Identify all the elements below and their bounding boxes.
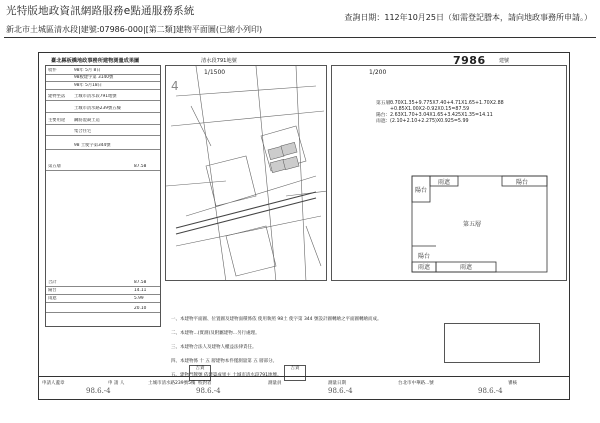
info-value: 集合住宅 bbox=[74, 129, 92, 134]
stamp-1: 吉貴 bbox=[189, 365, 211, 381]
info-label: 雨遮 bbox=[48, 296, 57, 301]
info-value: 87.58 bbox=[134, 280, 147, 285]
bottom-label: 校對者 bbox=[198, 381, 212, 386]
floor-label-6: 陽台 bbox=[417, 253, 431, 260]
info-value: 鋼筋混凝土造 bbox=[74, 118, 100, 123]
formula-key: 陽台： bbox=[376, 113, 391, 118]
info-label: 建物坐落 bbox=[48, 94, 66, 99]
page-header-title: 光特版地政資訊網路服務e點通服務系統 bbox=[6, 5, 195, 17]
info-value: 87.58 bbox=[134, 164, 147, 169]
office-title: 臺北縣板橋地政事務所建物測量成果圖 bbox=[51, 58, 140, 64]
formula-value: 0.70X1.35+9.775X7.40+4.71X1.65+1.70X2.88 bbox=[390, 101, 504, 106]
info-row bbox=[46, 280, 160, 287]
info-row bbox=[46, 83, 160, 90]
formula-key: 雨遮： bbox=[376, 119, 391, 124]
info-value: 土城市清水段791地號 bbox=[74, 94, 117, 99]
note-line: 二、本建物...(實測)及附屬建物...另行處理。 bbox=[171, 331, 260, 336]
map-drawing bbox=[166, 66, 327, 281]
floor-plan-area bbox=[331, 65, 567, 281]
floor-label-3: 陽台 bbox=[515, 179, 529, 186]
info-value: 98年 5月18日 bbox=[74, 83, 102, 88]
left-info-column bbox=[45, 65, 161, 327]
handwritten-date: 98.6.-4 bbox=[196, 387, 221, 395]
info-value: 5.99 bbox=[134, 296, 144, 301]
handwritten-date: 98.6.-4 bbox=[328, 387, 353, 395]
info-row bbox=[46, 94, 160, 101]
handwritten-date: 98.6.-4 bbox=[86, 387, 111, 395]
info-row bbox=[46, 75, 160, 82]
stamp-2: 吉貴 bbox=[284, 365, 306, 381]
info-label: 合計 bbox=[48, 280, 57, 285]
info-label: 收件 bbox=[48, 68, 57, 73]
building-number: 7986 bbox=[453, 54, 486, 67]
info-row bbox=[46, 68, 160, 75]
header-divider bbox=[4, 37, 596, 38]
formula-line bbox=[376, 119, 504, 125]
info-value: 98 土使字第344號 bbox=[74, 143, 111, 148]
note-line: 五、建物門牌號 依建築成果主 土城市清水段791地號。 bbox=[171, 373, 282, 378]
floor-label-2: 陽台 bbox=[414, 187, 428, 194]
floor-label-5: 雨遮 bbox=[459, 264, 473, 271]
info-value: 14.11 bbox=[134, 288, 147, 293]
formula-value: +0.85X1.00X2-0.92X0.15=87.59 bbox=[390, 107, 470, 112]
info-label: 主要用途 bbox=[48, 118, 66, 123]
formula-value: (2.10+2.10+2.275)X0.925=5.99 bbox=[390, 119, 469, 124]
formula-key: 第五層： bbox=[376, 101, 396, 106]
info-value: 20.10 bbox=[134, 306, 147, 311]
location-map bbox=[165, 65, 327, 281]
scale-right: 1/200 bbox=[369, 69, 387, 76]
bottom-label: 申 請 人 bbox=[108, 381, 125, 386]
bottom-label: 台北市中華路...號 bbox=[398, 381, 434, 386]
note-line: 四、本建物係 十 五 層建物本件僅測量第 五 層部分。 bbox=[171, 359, 278, 364]
area-formulas bbox=[376, 101, 504, 125]
note-line: 一、本建物平面圖、位置圖及建物面積係依 使用執照 98土 使字第 344 號設計圖轉繪之平面圖轉繪而成。 bbox=[171, 317, 382, 322]
bottom-label: 審核 bbox=[508, 381, 517, 386]
note-line: 三、本建物合法人及建物人權益法律責任。 bbox=[171, 345, 257, 350]
floor-label-1: 雨遮 bbox=[437, 179, 451, 186]
page-subtitle: 新北市土城區清水段|建號:07986-000|[第二類]建物平面圖(已縮小列印) bbox=[6, 25, 263, 34]
info-row bbox=[46, 296, 160, 303]
info-row bbox=[46, 106, 160, 113]
bottom-label: 測量日期 bbox=[328, 381, 346, 386]
formula-value: 2.63X1.70+3.04X1.65+3.425X1.35=14.11 bbox=[390, 113, 493, 118]
official-seal bbox=[444, 323, 540, 363]
bottom-label: 測量員 bbox=[268, 381, 282, 386]
bottom-signature-row bbox=[38, 376, 570, 400]
notes-block bbox=[171, 313, 491, 383]
info-row bbox=[46, 129, 160, 136]
section-title: 清水段791地號 bbox=[201, 58, 237, 64]
info-value: 98板建字第 3140號 bbox=[74, 75, 114, 80]
floor-label-4: 雨遮 bbox=[417, 264, 431, 271]
info-row bbox=[46, 306, 160, 313]
info-row bbox=[46, 143, 160, 150]
info-label: 第五層 bbox=[48, 164, 61, 169]
info-value: 98年 5月 8日 bbox=[74, 68, 101, 73]
query-date: 查詢日期：112年10月25日（如需登記謄本，請向地政事務所申請。） bbox=[344, 13, 592, 22]
floor-name: 第五層 bbox=[462, 221, 482, 228]
info-value: 土城市清水路239號五樓 bbox=[74, 106, 121, 111]
floor-plan-drawing bbox=[332, 66, 568, 282]
map-sheet-number: 4 bbox=[171, 79, 179, 93]
scale-left: 1/1500 bbox=[204, 69, 226, 76]
bottom-label: 土城市清水路239號5樓 bbox=[148, 381, 196, 386]
info-label: 陽台 bbox=[48, 288, 57, 293]
handwritten-date: 98.6.-4 bbox=[478, 387, 503, 395]
info-row bbox=[46, 118, 160, 125]
info-row bbox=[46, 164, 160, 171]
building-number-unit: 建號 bbox=[499, 58, 510, 64]
bottom-label: 申請人蓋章 bbox=[42, 381, 65, 386]
info-row bbox=[46, 288, 160, 295]
